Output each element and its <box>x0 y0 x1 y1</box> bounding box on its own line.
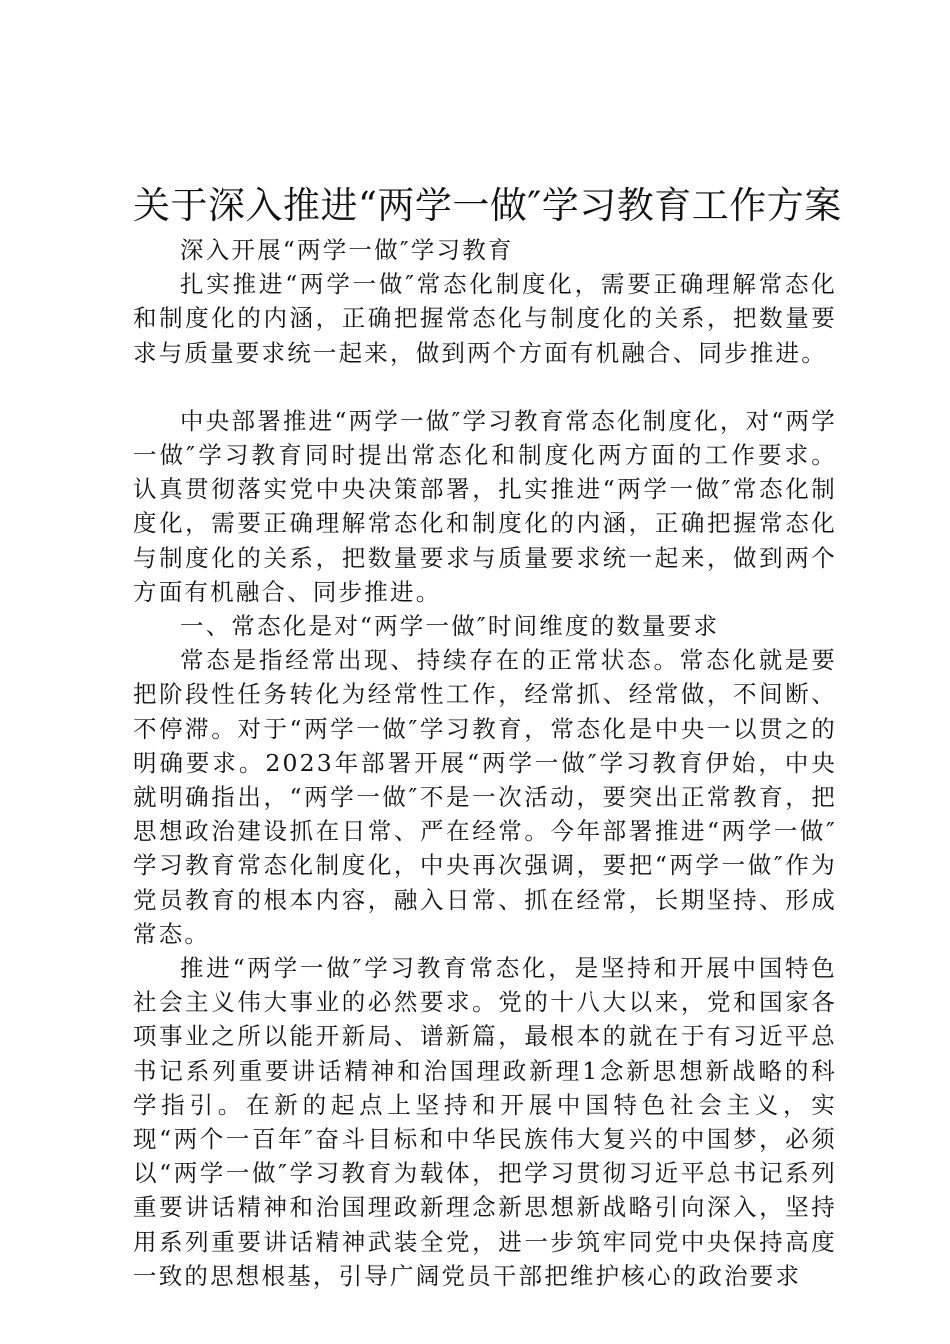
paragraph-deployment: 中央部署推进“两学一做″学习教育常态化制度化，对“两学一做″学习教育同时提出常态化和制度化两方面的工作要求。认真贯彻落实党中央决策部署，扎实推进“两学一做″常态化制度化，需要正确理解常态化和制度化的内涵，正确把握常态化与制度化的关系，把数量要求与质量要求统一起来，做到两个方面有机融合、同步推进。 <box>133 406 837 606</box>
paragraph-requirement: 推进“两学一做″学习教育常态化，是坚持和开展中国特色社会主义伟大事业的必然要求。党的十八大以来，党和国家各项事业之所以能开新局、谱新篇，最根本的就在于有习近平总书记系列重要讲话精神和治国理政新理1念新思想新战略的科学指引。在新的起点上坚持和开展中国特色社会主义，实现“两个一百年″奋斗目标和中华民族伟大复兴的中国梦，必须以“两学一做″学习教育为载体，把学习贯彻习近平总书记系列重要讲话精神和治国理政新理念新思想新战略引向深入，坚持用系列重要讲话精神武装全党，进一步筑牢同党中央保持高度一致的思想根基，引导广阔党员干部把维护核心的政治要求 <box>133 954 837 1290</box>
paragraph-summary: 扎实推进“两学一做″常态化制度化，需要正确理解常态化和制度化的内涵，正确把握常态化与制度化的关系，把数量要求与质量要求统一起来，做到两个方面有机融合、同步推进。 <box>133 270 837 367</box>
paragraph-subtitle: 深入开展“两学一做″学习教育 <box>180 236 514 264</box>
document-title: 关于深入推进“两学一做″学习教育工作方案 <box>133 184 842 227</box>
document-body <box>133 233 837 1293</box>
paragraph-normalization: 常态是指经常出现、持续存在的正常状态。常态化就是要把阶段性任务转化为经常性工作，经常抓、经常做，不间断、不停滞。对于“两学一做″学习教育，常态化是中央一以贯之的明确要求。2023年部署开展“两学一做″学习教育伊始，中央就明确指出，“两学一做″不是一次活动，要突出正常教育，把思想政治建设抓在日常、严在经常。今年部署推进“两学一做″学习教育常态化制度化，中央再次强调，要把“两学一做″作为党员教育的根本内容，融入日常、抓在经常，长期坚持、形成常态。 <box>133 646 837 948</box>
section-heading-1: 一、常态化是对“两学一做″时间维度的数量要求 <box>180 612 720 641</box>
